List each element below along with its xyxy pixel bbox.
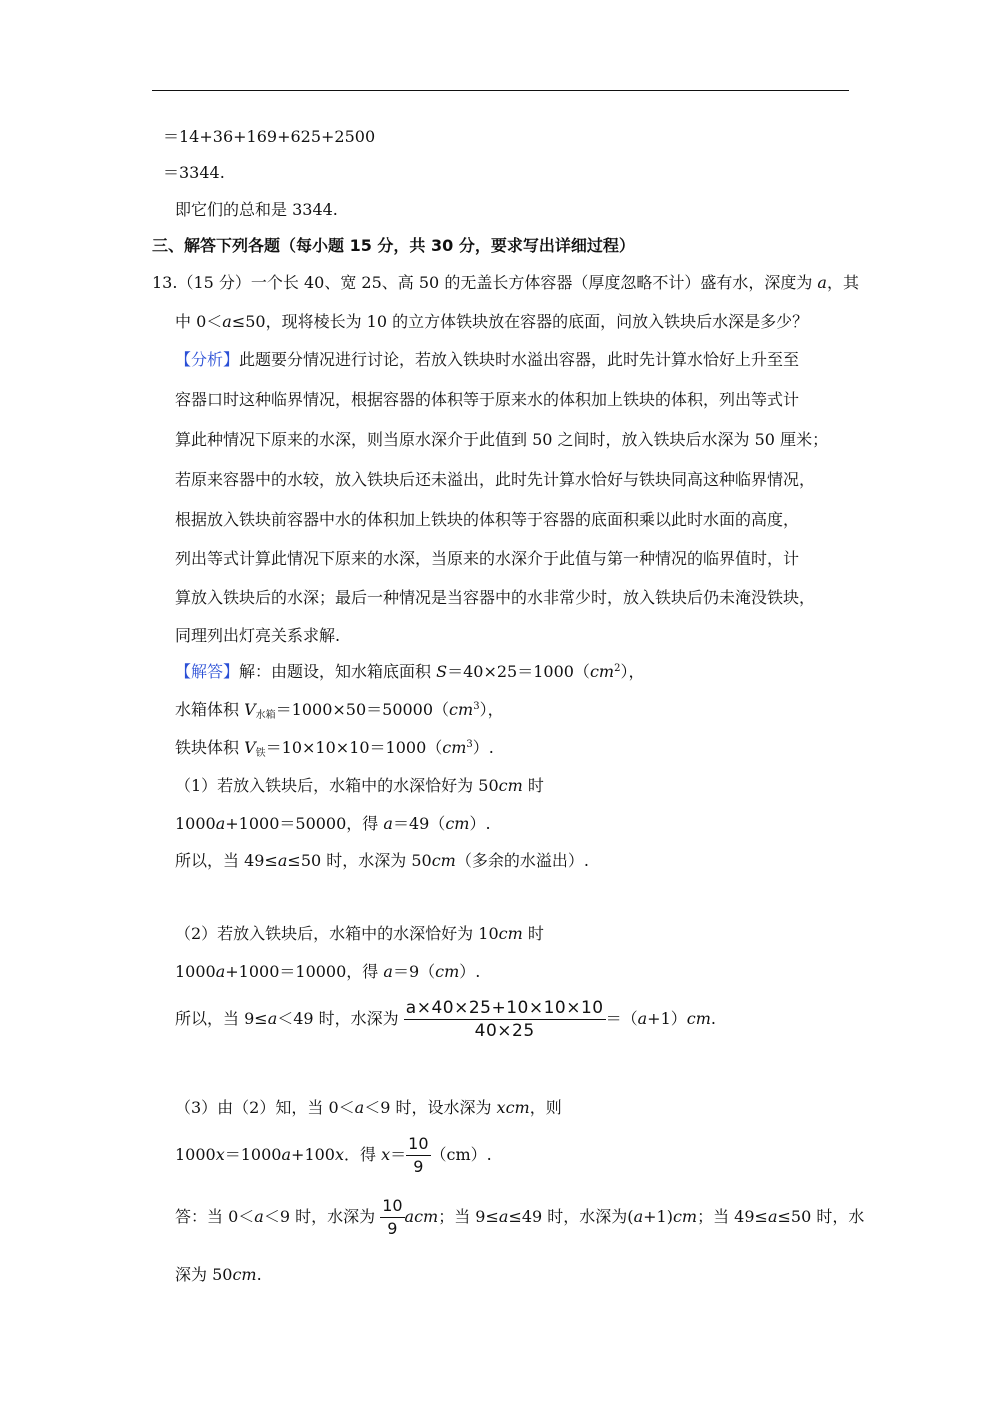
solution-line-iron-volume: 铁块体积 $V_铁=10\times 10\times 10=1000(cm^3)$. xyxy=(175,738,494,759)
equation-line-sum: ＝14+36+169+625+2500 xyxy=(163,127,376,146)
final-answer-line-1: 答：当 0＜a＜9 时，水深为 $\frac{10}{9}$ acm；当 9≤a≤49 时，水深为(a+1)cm；当 49≤a≤50 时，水 xyxy=(175,1196,865,1238)
analysis-line-3: 算此种情况下原来的水深，则当原水深介于此值到 50 之间时，放入铁块后水深为 50 厘米； xyxy=(175,430,829,449)
analysis-line-5: 根据放入铁块前容器中水的体积加上铁块的体积等于容器的底面积乘以此时水面的高度， xyxy=(175,510,800,529)
final-answer-line-2: 深为 50cm. xyxy=(175,1265,262,1284)
analysis-line-6: 列出等式计算此情况下原来的水深，当原来的水深介于此值与第一种情况的临界值时，计 xyxy=(175,549,800,568)
question-13-line-1: 13.（15 分）一个长 40、宽 25、高 50 的无盖长方体容器（厚度忽略不计）盛有水，深度为 a，其 xyxy=(152,273,859,292)
header-rule xyxy=(152,90,849,91)
solution-line-base-area: 【解答】解：由题设，知水箱底面积 $S=40\times 25=1000(cm^2)$， xyxy=(175,662,645,681)
solution-line-tank-volume: 水箱体积 $V_{水箱}=1000\times 50=50000(cm^3)$， xyxy=(175,700,504,721)
case-3-line-2: 1000x＝1000a+100x．得 x＝ $\frac{10}{9}$ （cm）. xyxy=(175,1134,492,1176)
answer-fraction: $\frac{10}{9}$ xyxy=(382,1196,403,1238)
answer-tag: 【解答】 xyxy=(175,662,240,681)
case-3-line-1: （3）由（2）知，当 0＜a＜9 时，设水深为 xcm，则 xyxy=(175,1098,562,1117)
analysis-line-7: 算放入铁块后的水深；最后一种情况是当容器中的水非常少时，放入铁块后仍未淹没铁块， xyxy=(175,588,816,607)
case-2-line-1: （2）若放入铁块后，水箱中的水深恰好为 10cm 时 xyxy=(175,924,544,943)
case-2-line-3: 所以，当 9≤a＜49 时，水深为 $\frac{a\times 40\times 25+10\times 10\times 10}{40\times 25}$ ＝（a+1）cm. xyxy=(175,998,716,1041)
analysis-line-1: 【分析】此题要分情况进行讨论，若放入铁块时水溢出容器，此时先计算水恰好上升至至 xyxy=(175,350,800,369)
case-1-line-3: 所以，当 49≤a≤50 时，水深为 50cm（多余的水溢出）. xyxy=(175,851,589,870)
question-13-line-2: 中 0＜a≤50，现将棱长为 10 的立方体铁块放在容器的底面，问放入铁块后水深是多少？ xyxy=(175,312,809,331)
analysis-tag: 【分析】 xyxy=(175,350,240,369)
analysis-line-8: 同理列出灯亮关系求解. xyxy=(175,626,341,645)
case-1-line-2: 1000a+1000＝50000，得 a＝49（cm）. xyxy=(175,814,491,833)
case-2-line-2: 1000a+1000＝10000，得 a＝9（cm）. xyxy=(175,962,481,981)
conclusion-line: 即它们的总和是 3344. xyxy=(175,200,338,219)
equation-line-result: ＝3344. xyxy=(163,163,225,182)
analysis-line-4: 若原来容器中的水较，放入铁块后还未溢出，此时先计算水恰好与铁块同高这种临界情况， xyxy=(175,470,816,489)
section-heading: 三、解答下列各题（每小题 15 分，共 30 分，要求写出详细过程） xyxy=(152,236,635,255)
depth-fraction: $\frac{a\times 40\times 25+10\times 10\times 10}{40\times 25}$ xyxy=(405,998,604,1041)
case-1-line-1: （1）若放入铁块后，水箱中的水深恰好为 50cm 时 xyxy=(175,776,544,795)
analysis-line-2: 容器口时这种临界情况，根据容器的体积等于原来水的体积加上铁块的体积，列出等式计 xyxy=(175,390,800,409)
ten-ninths-fraction: $\frac{10}{9}$ xyxy=(408,1134,429,1176)
